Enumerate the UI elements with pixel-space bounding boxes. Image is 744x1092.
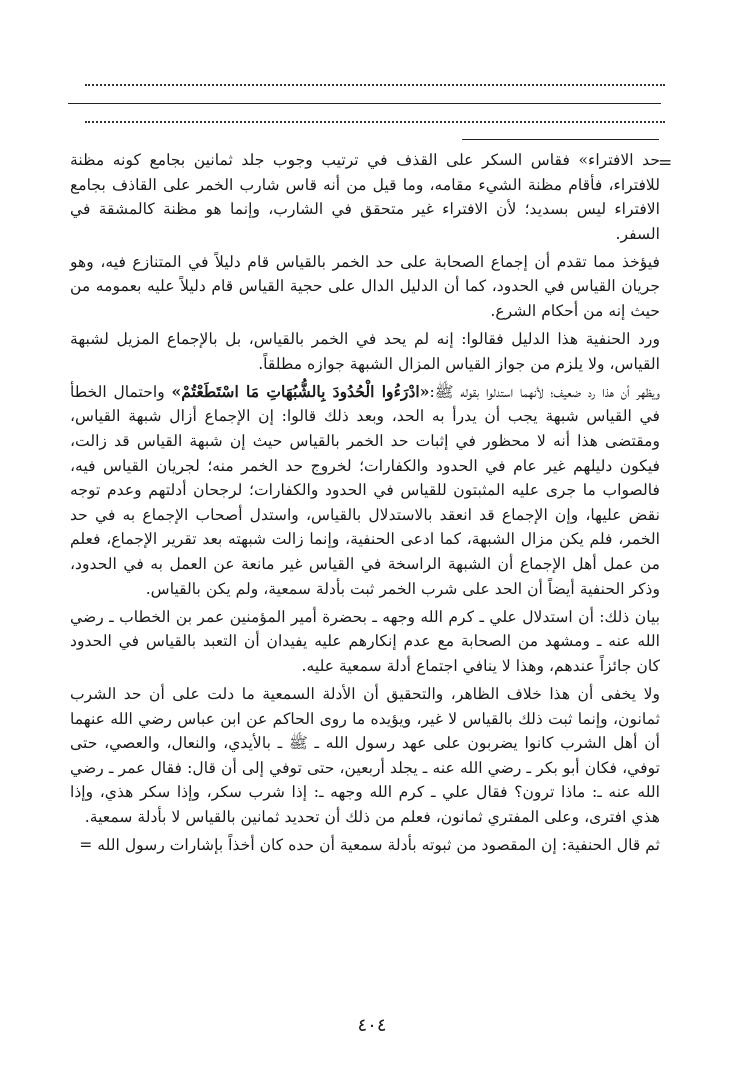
paragraph-3	[70, 327, 660, 376]
paragraph-text: واحتمال الخطأ في القياس شبهة يجب أن يدرأ به الحد، وبعد ذلك قالوا: إن الإجماع أزال شبهة القياس، ومقتضى هذا أنه لا محظور في إثبات حد الخمر بالقياس حيث إن شبهة القياس قد زالت، فيكون دليلهم غير عام في الحدود والكفارات؛ لخروج حد الخمر منه؛ لجريان القياس فيه، فالصواب ما جرى عليه المثبتون للقياس في الحدود والكفارات؛ لرجحان أدلتهم وعدم توجه نقض عليها، وإن الإجماع قد انعقد بالاستدلال بالقياس، واستدل أصحاب الإجماع به في حد الخمر، فلم يكن مزال الشبهة، كما ادعى الحنفية، وإنما زالت شبهته بعد تقرير الإجماع، فعلم من عمل أهل الإجماع أن الشبهة الراسخة في القياس غير مانعة عن العمل به في الحدود، وذكر الحنفية أيضاً أن الحد على شرب الخمر ثبت بأدلة سمعية، ولم يكن بالقياس.	[70, 382, 660, 598]
paragraph-text: ورد الحنفية هذا الدليل فقالوا: إنه لم يحد في الخمر بالقياس، بل بالإجماع المزيل لشبهة القياس، ولا يلزم من جواز القياس المزال الشبهة جوازه مطلقاً.	[70, 330, 660, 373]
footnote-rule	[462, 139, 659, 140]
hadith-quote: «ادْرَءُوا الْحُدُودَ بِالشُّبُهَاتِ مَا اسْتَطَعْتُمْ»	[171, 381, 430, 401]
page-number: ٤٠٤	[357, 1015, 387, 1036]
continuation-mark-end: =	[79, 836, 93, 855]
continuation-mark-start: =	[658, 153, 673, 173]
paragraph-5	[70, 605, 660, 679]
paragraph-1	[70, 148, 660, 246]
dotted-separator-top	[85, 84, 665, 86]
horizontal-rule-full	[68, 103, 661, 104]
paragraph-text: بيان ذلك: أن استدلال علي ـ كرم الله وجهه ـ بحضرة أمير المؤمنين عمر بن الخطاب ـ رضي الله عنه ـ ومشهد من الصحابة مع عدم إنكارهم عليه يفيدان أن التعبد بالقياس في الحدود كان جائزاً عندهم، وهذا لا ينافي اجتماع أدلة سمعية عليه.	[70, 607, 660, 675]
paragraph-text: فيؤخذ مما تقدم أن إجماع الصحابة على حد الخمر بالقياس قام دليلاً في المتنازع فيه، وهو جريان القياس في الحدود، كما أن الدليل الدال على حجية القياس قام دليلاً عليه بعمومه من حيث إنه من أحكام الشرع.	[70, 252, 660, 321]
paragraph-4	[70, 380, 660, 601]
paragraph-6	[70, 682, 660, 830]
paragraph-7	[70, 833, 660, 858]
dotted-separator-bottom	[85, 121, 665, 123]
paragraph-text: ويظهر أن هذا رد ضعيف؛ لأنهما استدلوا بقوله ﷺ:	[429, 382, 660, 401]
paragraph-text: حد الافتراء» فقاس السكر على القذف في ترتيب وجوب جلد ثمانين بجامع كونه مظنة للافتراء، فأقام مظنة الشيء مقامه، وما قيل من أنه قاس شارب الخمر على القاذف بجامع الافتراء ليس بسديد؛ لأن الافتراء غير متحقق في الشارب، وإنما هو مظنة كالمشقة في السفر.	[70, 151, 660, 243]
paragraph-2	[70, 250, 660, 324]
paragraph-text: ولا يخفى أن هذا خلاف الظاهر، والتحقيق أن الأدلة السمعية ما دلت على أن حد الشرب ثمانون، وإنما ثبت ذلك بالقياس لا غير، ويؤيده ما روى الحاكم عن ابن عباس رضي الله عنهما أن أهل الشرب كانوا يضربون على عهد رسول الله ـ ﷺ ـ بالأيدي، والنعال، والعصي، حتى توفي، فكان أبو بكر ـ رضي الله عنه ـ يجلد أربعين، حتى توفي إلى أن قال: فقال عمر ـ رضي الله عنه ـ: ماذا ترون؟ فقال علي ـ كرم الله وجهه ـ: إذا شرب سكر، وإذا سكر هذي، وإذا هذي افترى، وعلى المفتري ثمانون، فعلم من ذلك أن تحديد ثمانين بالقياس لا بأدلة سمعية.	[70, 684, 660, 826]
footnote-body	[70, 148, 660, 861]
paragraph-text: ثم قال الحنفية: إن المقصود من ثبوته بأدلة سمعية أن حده كان أخذاً بإشارات رسول الله	[97, 836, 660, 855]
